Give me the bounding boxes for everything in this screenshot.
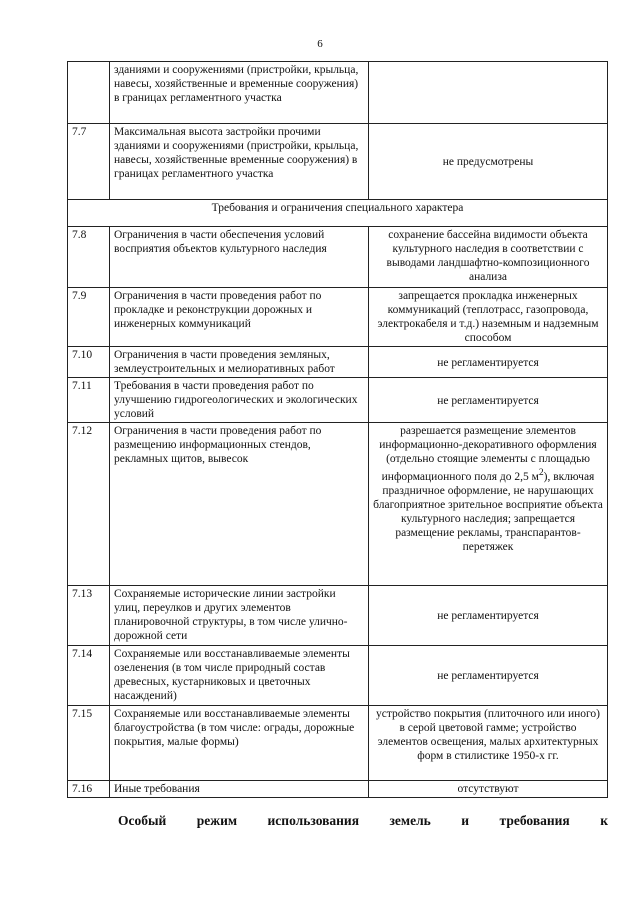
row-value: сохранение бассейна видимости объекта культурного наследия в соответствии с выводами ландшафтно-композиционного анализа xyxy=(369,227,608,288)
row-name: Сохраняемые исторические линии застройки улиц, переулков и других элементов планировочной структуры, в том числе улично-дорожной сети xyxy=(110,586,369,646)
table-row xyxy=(68,124,608,200)
heading-word: к xyxy=(600,813,608,828)
row-number: 7.16 xyxy=(68,781,110,798)
table-row xyxy=(68,646,608,706)
row-name: Ограничения в части проведения земляных, землеустроительных и мелиоративных работ xyxy=(110,347,369,378)
row-number: 7.8 xyxy=(68,227,110,288)
row-name: Максимальная высота застройки прочими зданиями и сооружениями (пристройки, крыльца, навесы, хозяйственные временные сооружения) в границах регламентного участка xyxy=(110,124,369,200)
table-row xyxy=(68,423,608,586)
row-value xyxy=(369,423,608,586)
row-name: Сохраняемые или восстанавливаемые элементы благоустройства (в том числе: ограды, дорожные покрытия, малые формы) xyxy=(110,706,369,781)
row-number: 7.12 xyxy=(68,423,110,586)
page-number: 6 xyxy=(317,38,323,50)
row-number: 7.15 xyxy=(68,706,110,781)
row-name: зданиями и сооружениями (пристройки, крыльца, навесы, хозяйственные и временные сооружения) в границах регламентного участка xyxy=(110,62,369,124)
row-name: Ограничения в части проведения работ по размещению информационных стендов, рекламных щитов, вывесок xyxy=(110,423,369,586)
table-row xyxy=(68,378,608,423)
row-number xyxy=(68,62,110,124)
row-name: Требования в части проведения работ по улучшению гидрогеологических и экологических условий xyxy=(110,378,369,423)
row-value: устройство покрытия (плиточного или иного) в серой цветовой гамме; устройство элементов освещения, малых архитектурных форм в стилистике 1950-х гг. xyxy=(369,706,608,781)
heading-word: земель xyxy=(389,813,431,828)
row-number: 7.14 xyxy=(68,646,110,706)
row-name: Ограничения в части обеспечения условий восприятия объектов культурного наследия xyxy=(110,227,369,288)
row-name: Ограничения в части проведения работ по прокладке и реконструкции дорожных и инженерных коммуникаций xyxy=(110,288,369,347)
table-row xyxy=(68,62,608,124)
row-value: не регламентируется xyxy=(369,378,608,423)
value-text-part: ), включая праздничное оформление, не нарушающих благоприятное зрительное восприятие объекта культурного наследия; запрещается размещение рекламы, транспарантов-перетяжек xyxy=(373,470,603,553)
row-name: Иные требования xyxy=(110,781,369,798)
row-number: 7.11 xyxy=(68,378,110,423)
row-value: не регламентируется xyxy=(369,646,608,706)
table-row xyxy=(68,781,608,798)
regulations-table xyxy=(67,61,608,798)
section-row xyxy=(68,200,608,227)
table-row xyxy=(68,706,608,781)
row-number: 7.7 xyxy=(68,124,110,200)
table-row xyxy=(68,347,608,378)
row-value: не регламентируется xyxy=(369,586,608,646)
heading-word: режим xyxy=(196,813,238,828)
heading-word: использования xyxy=(267,813,360,828)
superscript: 2 xyxy=(538,467,544,478)
row-value: не регламентируется xyxy=(369,347,608,378)
table-row xyxy=(68,227,608,288)
table-row xyxy=(68,586,608,646)
section-title: Требования и ограничения специального характера xyxy=(68,200,608,227)
row-value: запрещается прокладка инженерных коммуникаций (теплотрасс, газопровода, электрокабеля и т.д.) наземным и надземным способом xyxy=(369,288,608,347)
row-value: отсутствуют xyxy=(369,781,608,798)
heading-word: Особый xyxy=(118,813,167,828)
row-number: 7.13 xyxy=(68,586,110,646)
heading-word: и xyxy=(461,813,470,828)
heading-word: требования xyxy=(499,813,570,828)
row-number: 7.9 xyxy=(68,288,110,347)
section-heading xyxy=(118,813,608,829)
row-number: 7.10 xyxy=(68,347,110,378)
row-value xyxy=(369,62,608,124)
value-text-part: разрешается размещение элементов информационно-декоративного оформления (отдельно стоящие элементы с площадью информационного поля до 2,5 м xyxy=(379,425,597,483)
row-value: не предусмотрены xyxy=(369,124,608,200)
row-name: Сохраняемые или восстанавливаемые элементы озеленения (в том числе природный состав древесных, кустарниковых и цветочных насаждений) xyxy=(110,646,369,706)
table-row xyxy=(68,288,608,347)
